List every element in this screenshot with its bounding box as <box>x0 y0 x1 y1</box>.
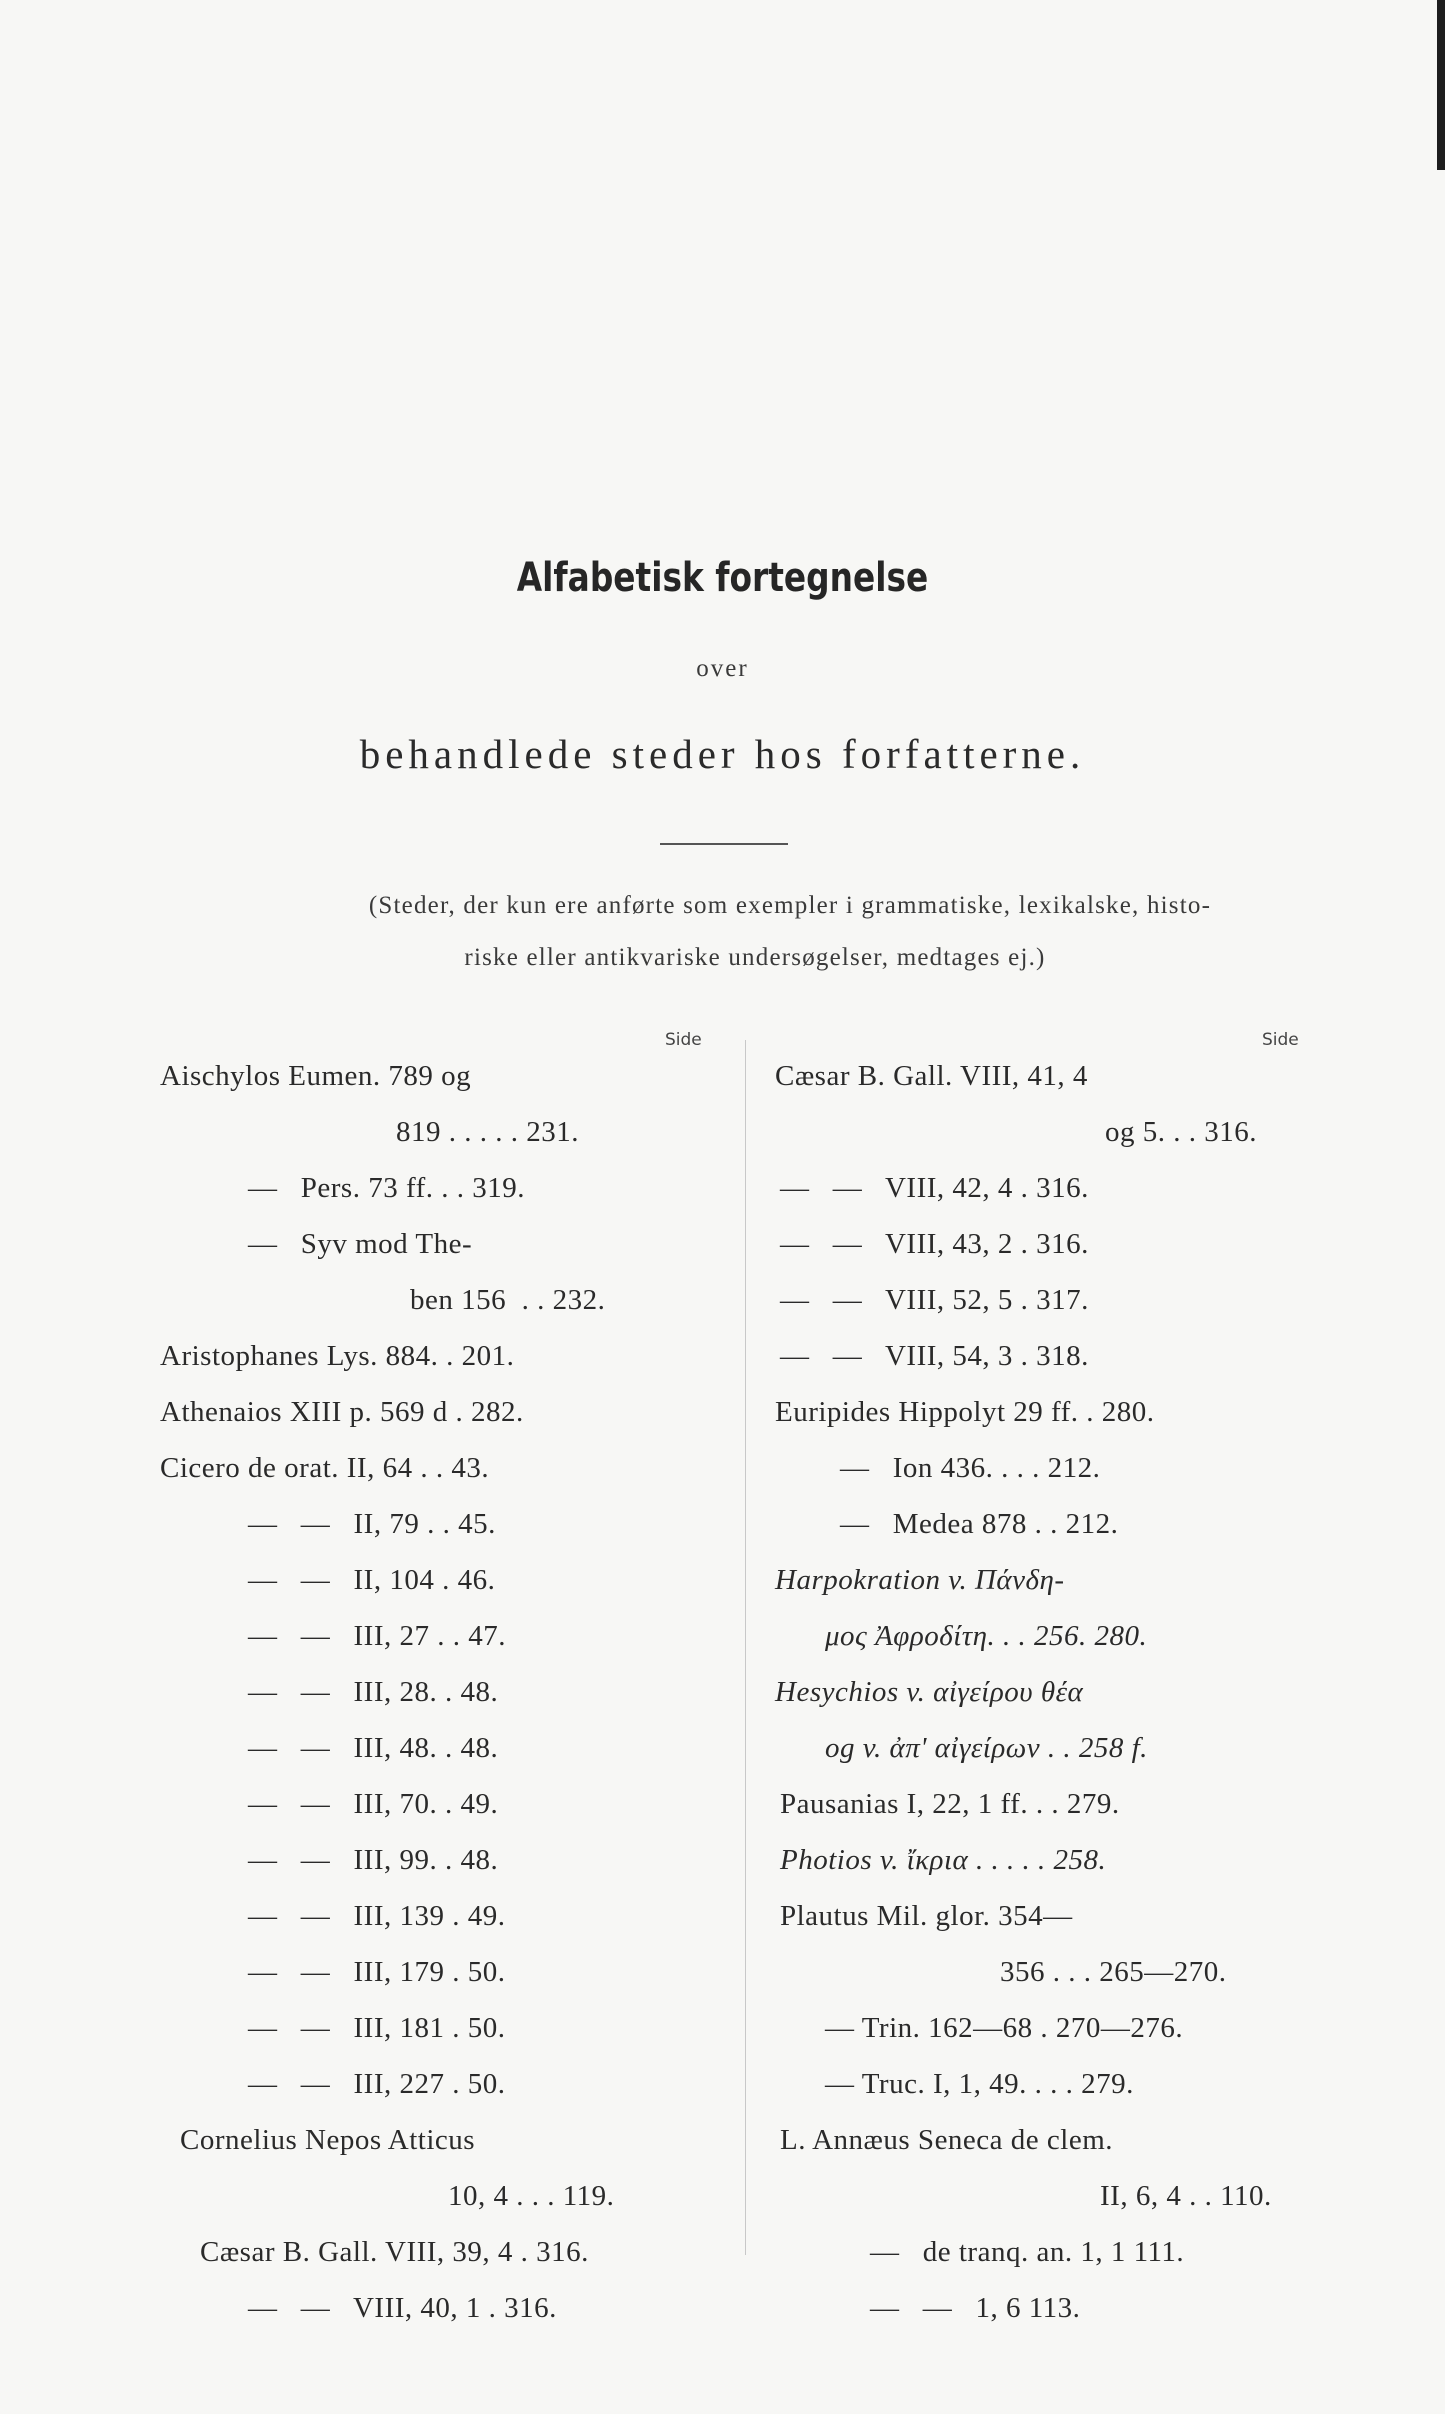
index-line: 10, 4 . . . 119. <box>448 2180 615 2212</box>
note-line-2: riske eller antikvariske undersøgelser, medtages ej.) <box>464 944 1046 971</box>
index-line: — Pers. 73 ff. . . 319. <box>248 1172 525 1204</box>
index-line: — — VIII, 42, 4 . 316. <box>780 1172 1089 1204</box>
index-line: Cornelius Nepos Atticus <box>180 2124 476 2156</box>
page-title: Alfabetisk fortegnelse <box>516 555 929 601</box>
index-line: og v. ἀπ' αἰγείρων . . 258 f. <box>825 1732 1148 1764</box>
index-line: — — III, 139 . 49. <box>248 1900 506 1932</box>
page-subtitle: behandlede steder hos forfatterne. <box>359 731 1086 777</box>
index-line: — — III, 227 . 50. <box>248 2068 506 2100</box>
index-line: Harpokration v. Πάνδη- <box>775 1564 1065 1596</box>
index-line: — — III, 48. . 48. <box>248 1732 499 1764</box>
index-line: II, 6, 4 . . 110. <box>1100 2180 1272 2212</box>
index-line: — — 1, 6 113. <box>870 2292 1081 2324</box>
index-line: Cæsar B. Gall. VIII, 39, 4 . 316. <box>200 2236 589 2268</box>
index-line: Cicero de orat. II, 64 . . 43. <box>160 1452 490 1484</box>
note-line-1: (Steder, der kun ere anførte som exempler i grammatiske, lexikalske, histo- <box>368 892 1212 919</box>
column-header-right: Side <box>1262 1030 1299 1050</box>
index-line: — — II, 104 . 46. <box>248 1564 496 1596</box>
index-line: — Truc. I, 1, 49. . . . 279. <box>825 2068 1134 2100</box>
index-line: μος Ἀφροδίτη. . . 256. 280. <box>825 1620 1148 1652</box>
index-line: — Medea 878 . . 212. <box>840 1508 1119 1540</box>
index-line: — — VIII, 52, 5 . 317. <box>780 1284 1089 1316</box>
index-line: — de tranq. an. 1, 1 111. <box>870 2236 1185 2268</box>
index-line: Cæsar B. Gall. VIII, 41, 4 <box>775 1060 1088 1092</box>
editorial-note <box>250 880 1330 984</box>
title-divider <box>660 843 788 845</box>
index-line: L. Annæus Seneca de clem. <box>780 2124 1114 2156</box>
index-line: — — III, 27 . . 47. <box>248 1620 506 1652</box>
index-line: 356 . . . 265—270. <box>1000 1956 1227 1988</box>
index-line: — — III, 28. . 48. <box>248 1676 499 1708</box>
index-line: 819 . . . . . 231. <box>396 1116 579 1148</box>
index-line: — Ion 436. . . . 212. <box>840 1452 1101 1484</box>
index-line: — — III, 181 . 50. <box>248 2012 506 2044</box>
index-line: — — VIII, 43, 2 . 316. <box>780 1228 1089 1260</box>
index-line: — — VIII, 54, 3 . 318. <box>780 1340 1089 1372</box>
index-line: Euripides Hippolyt 29 ff. . 280. <box>775 1396 1155 1428</box>
index-line: Aischylos Eumen. 789 og <box>160 1060 472 1092</box>
page-edge-mark <box>1437 0 1445 170</box>
index-line: Pausanias I, 22, 1 ff. . . 279. <box>780 1788 1120 1820</box>
index-line: — — III, 99. . 48. <box>248 1844 499 1876</box>
index-line: Plautus Mil. glor. 354— <box>780 1900 1073 1932</box>
index-line: — — VIII, 40, 1 . 316. <box>248 2292 557 2324</box>
column-divider <box>745 1040 746 2255</box>
index-line: — — III, 179 . 50. <box>248 1956 506 1988</box>
index-line: Aristophanes Lys. 884. . 201. <box>160 1340 515 1372</box>
title-connector: over <box>696 655 749 682</box>
index-line: og 5. . . 316. <box>1105 1116 1257 1148</box>
index-line: — — II, 79 . . 45. <box>248 1508 496 1540</box>
index-line: Athenaios XIII p. 569 d . 282. <box>160 1396 524 1428</box>
index-line: Photios v. ἴκρια . . . . . 258. <box>780 1844 1107 1876</box>
index-line: — Syv mod The- <box>248 1228 473 1260</box>
index-line: — — III, 70. . 49. <box>248 1788 499 1820</box>
index-line: ben 156 . . 232. <box>410 1284 606 1316</box>
index-line: Hesychios v. αἰγείρου θέα <box>775 1676 1084 1708</box>
column-header-left: Side <box>665 1030 702 1050</box>
index-line: — Trin. 162—68 . 270—276. <box>825 2012 1184 2044</box>
